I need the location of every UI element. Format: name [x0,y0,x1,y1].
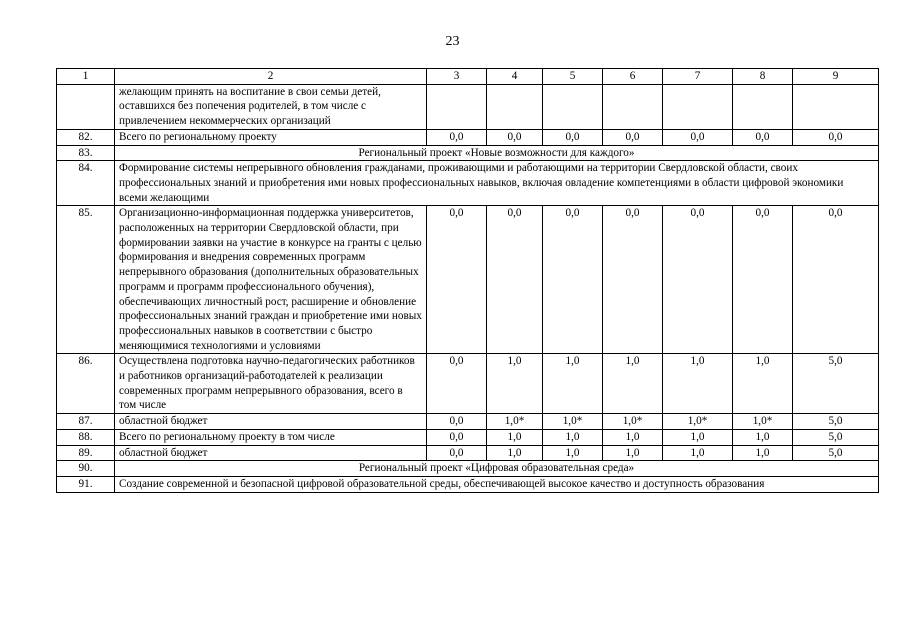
value-cell: 0,0 [543,206,603,354]
value-cell: 1,0 [663,429,733,445]
value-cell: 1,0* [487,414,543,430]
value-cell [543,84,603,129]
row-number: 86. [57,354,115,414]
row-description: желающим принять на воспитание в свои семьи детей, оставшихся без попечения родителей, в том числе с привлечением некоммерческих организаций [115,84,427,129]
row-description: Всего по региональному проекту в том числе [115,429,427,445]
value-cell [793,84,879,129]
value-cell: 0,0 [487,129,543,145]
table-row [57,476,879,492]
row-number: 83. [57,145,115,161]
value-cell: 1,0 [487,354,543,414]
column-header: 4 [487,69,543,85]
column-header: 6 [603,69,663,85]
value-cell: 0,0 [487,206,543,354]
value-cell [603,84,663,129]
row-description: областной бюджет [115,445,427,461]
row-number: 82. [57,129,115,145]
project-title: Региональный проект «Цифровая образовательная среда» [115,461,879,477]
value-cell: 1,0 [543,354,603,414]
column-header: 9 [793,69,879,85]
page-number: 23 [445,34,460,49]
row-number: 85. [57,206,115,354]
task-description: Создание современной и безопасной цифровой образовательной среды, обеспечивающей высокое качество и доступность образования [115,476,879,492]
value-cell: 1,0 [603,445,663,461]
value-cell: 0,0 [733,206,793,354]
value-cell: 1,0 [733,429,793,445]
value-cell: 0,0 [733,129,793,145]
row-description: Осуществлена подготовка научно-педагогических работников и работников организаций-работодателей к реализации современных программ непрерывного образования, всего в том числе [115,354,427,414]
table-row [57,429,879,445]
column-header: 1 [57,69,115,85]
row-number: 88. [57,429,115,445]
project-title: Региональный проект «Новые возможности для каждого» [115,145,879,161]
table-row [57,84,879,129]
row-description: Организационно-информационная поддержка университетов, расположенных на территории Свердловской области, при формировании заявки на участие в конкурсе на гранты с целью формирования и внедрения современных программ непрерывного образования (дополнительных образовательных программ и программ профессионального обучения), обеспечивающих личностный рост, расширение и обновление профессиональных знаний граждан и приобретение ими новых профессиональных навыков в соответствии с быстро меняющимися технологиями и условиями [115,206,427,354]
row-number [57,84,115,129]
table-row [57,414,879,430]
value-cell: 0,0 [427,206,487,354]
column-header: 7 [663,69,733,85]
value-cell: 0,0 [603,129,663,145]
value-cell: 5,0 [793,414,879,430]
table-row [57,445,879,461]
value-cell: 1,0* [663,414,733,430]
column-header: 2 [115,69,427,85]
table-row [57,161,879,206]
value-cell: 1,0* [603,414,663,430]
value-cell: 1,0 [487,445,543,461]
value-cell: 1,0 [487,429,543,445]
value-cell: 5,0 [793,354,879,414]
value-cell: 0,0 [427,354,487,414]
value-cell: 1,0 [603,354,663,414]
row-number: 84. [57,161,115,206]
table-row [57,354,879,414]
value-cell: 0,0 [427,129,487,145]
column-header: 3 [427,69,487,85]
value-cell: 1,0* [733,414,793,430]
value-cell [487,84,543,129]
value-cell: 1,0 [663,354,733,414]
value-cell: 0,0 [427,445,487,461]
column-header: 8 [733,69,793,85]
value-cell: 0,0 [793,129,879,145]
row-number: 90. [57,461,115,477]
column-header: 5 [543,69,603,85]
task-description: Формирование системы непрерывного обновления гражданами, проживающими и работающими на территории Свердловской области, своих профессиональных знаний и приобретения ими новых профессиональных навыков, включая овладение компетенциями в области цифровой экономики всеми желающими [115,161,879,206]
value-cell: 1,0* [543,414,603,430]
value-cell: 1,0 [543,429,603,445]
value-cell: 0,0 [427,414,487,430]
value-cell [733,84,793,129]
value-cell: 0,0 [427,429,487,445]
value-cell: 1,0 [603,429,663,445]
row-description: областной бюджет [115,414,427,430]
value-cell [427,84,487,129]
table-row [57,461,879,477]
row-number: 89. [57,445,115,461]
value-cell: 0,0 [603,206,663,354]
value-cell: 1,0 [543,445,603,461]
value-cell: 0,0 [543,129,603,145]
value-cell: 1,0 [733,445,793,461]
value-cell [663,84,733,129]
budget-table [56,68,879,493]
row-number: 87. [57,414,115,430]
value-cell: 0,0 [663,129,733,145]
value-cell: 1,0 [733,354,793,414]
row-number: 91. [57,476,115,492]
value-cell: 0,0 [793,206,879,354]
table-row [57,129,879,145]
table-row [57,206,879,354]
value-cell: 1,0 [663,445,733,461]
row-description: Всего по региональному проекту [115,129,427,145]
value-cell: 0,0 [663,206,733,354]
table-row [57,145,879,161]
header-row [57,69,879,85]
value-cell: 5,0 [793,429,879,445]
value-cell: 5,0 [793,445,879,461]
